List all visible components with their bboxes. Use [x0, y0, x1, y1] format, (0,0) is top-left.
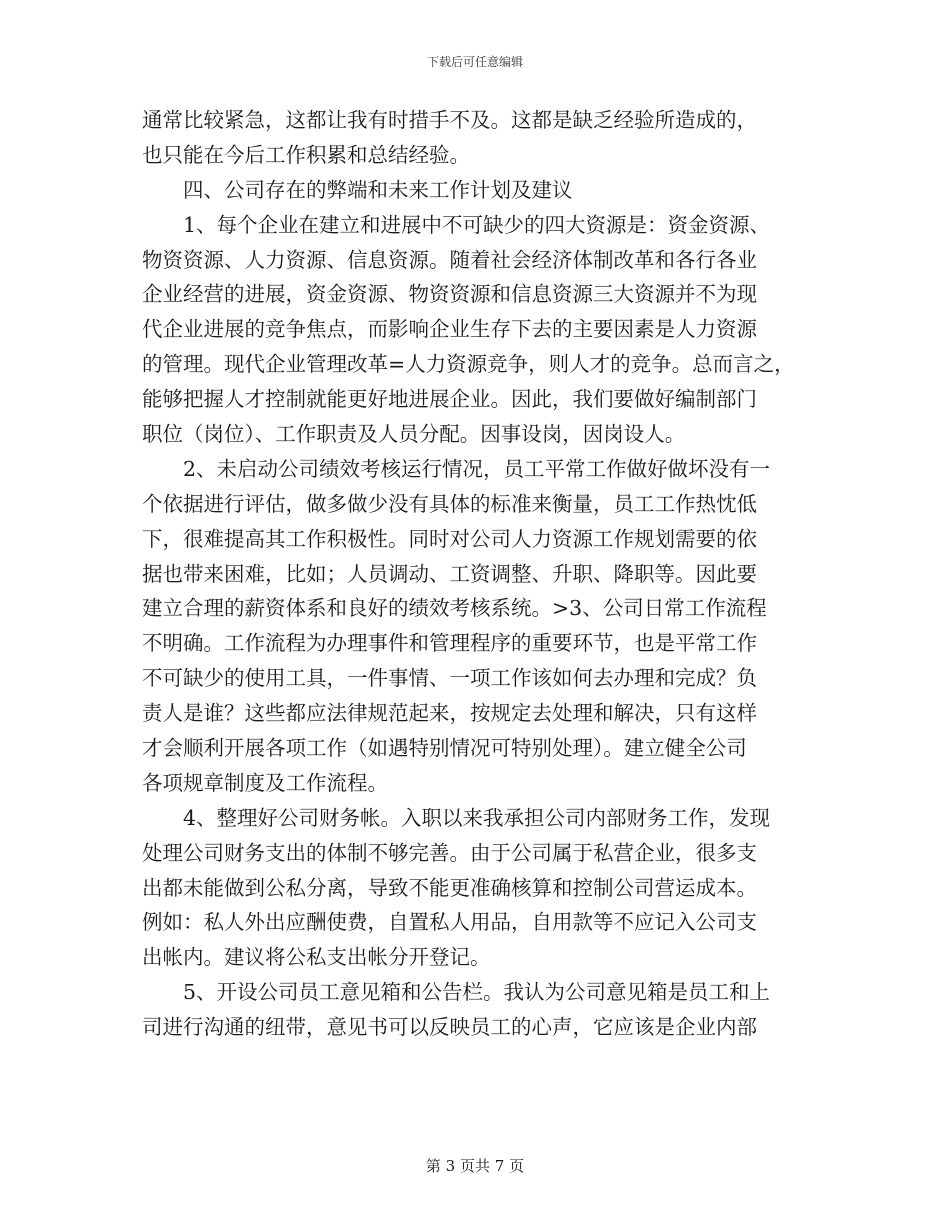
paragraph-start: 5、开设公司员工意见箱和公告栏。我认为公司意见箱是员工和上: [183, 980, 771, 1005]
body-line: 处理公司财务支出的体制不够完善。由于公司属于私营企业，很多支: [142, 840, 757, 865]
page-header-note: 下载后可任意编辑: [426, 55, 523, 69]
section-heading: 四、公司存在的弊端和未来工作计划及建议: [183, 177, 573, 202]
body-line: 才会顺利开展各项工作（如遇特别情况可特别处理）。建立健全公司: [142, 736, 747, 761]
body-line: 不可缺少的使用工具，一件事情、一项工作该如何去办理和完成？负: [142, 666, 757, 691]
paragraph-start: 4、整理好公司财务帐。入职以来我承担公司内部财务工作，发现: [183, 805, 771, 830]
body-line: 的管理。现代企业管理改革=人力资源竞争，则人才的竞争。总而言之，: [142, 352, 795, 377]
body-line: 个依据进行评估，做多做少没有具体的标准来衡量，员工工作热忱低: [142, 491, 757, 516]
body-line: 建立合理的薪资体系和良好的绩效考核系统。>3、公司日常工作流程: [142, 596, 767, 621]
body-line: 据也带来困难，比如；人员调动、工资调整、升职、降职等。因此要: [142, 561, 757, 586]
paragraph-start: 1、每个企业在建立和进展中不可缺少的四大资源是：资金资源、: [183, 212, 771, 237]
body-line: 出都未能做到公私分离，导致不能更准确核算和控制公司营运成本。: [142, 875, 757, 900]
body-line: 物资资源、人力资源、信息资源。随着社会经济体制改革和各行各业: [142, 247, 757, 272]
page-number: 第 3 页共 7 页: [425, 1157, 525, 1175]
body-line: 职位（岗位）、工作职责及人员分配。因事设岗，因岗设人。: [142, 422, 686, 447]
body-line: 各项规章制度及工作流程。: [142, 770, 388, 795]
body-line: 责人是谁？这些都应法律规范起来，按规定去处理和解决，只有这样: [142, 701, 757, 726]
body-line: 通常比较紧急，这都让我有时措手不及。这都是缺乏经验所造成的，: [142, 108, 757, 132]
body-line: 下，很难提高其工作积极性。同时对公司人力资源工作规划需要的依: [142, 526, 757, 551]
document-body: [142, 103, 812, 1045]
body-line: 例如：私人外出应酬使费，自置私人用品，自用款等不应记入公司支: [142, 910, 757, 935]
body-line: 能够把握人才控制就能更好地进展企业。因此，我们要做好编制部门: [142, 387, 757, 412]
body-line: 司进行沟通的纽带，意见书可以反映员工的心声，它应该是企业内部: [142, 1015, 757, 1040]
body-line: 企业经营的进展，资金资源、物资资源和信息资源三大资源并不为现: [142, 282, 757, 307]
body-line: 代企业进展的竞争焦点，而影响企业生存下去的主要因素是人力资源: [142, 317, 757, 342]
body-line: 也只能在今后工作积累和总结经验。: [142, 142, 470, 167]
paragraph-start: 2、未启动公司绩效考核运行情况，员工平常工作做好做坏没有一: [183, 456, 771, 481]
body-line: 不明确。工作流程为办理事件和管理程序的重要环节，也是平常工作: [142, 631, 757, 656]
body-line: 出帐内。建议将公私支出帐分开登记。: [142, 945, 491, 970]
